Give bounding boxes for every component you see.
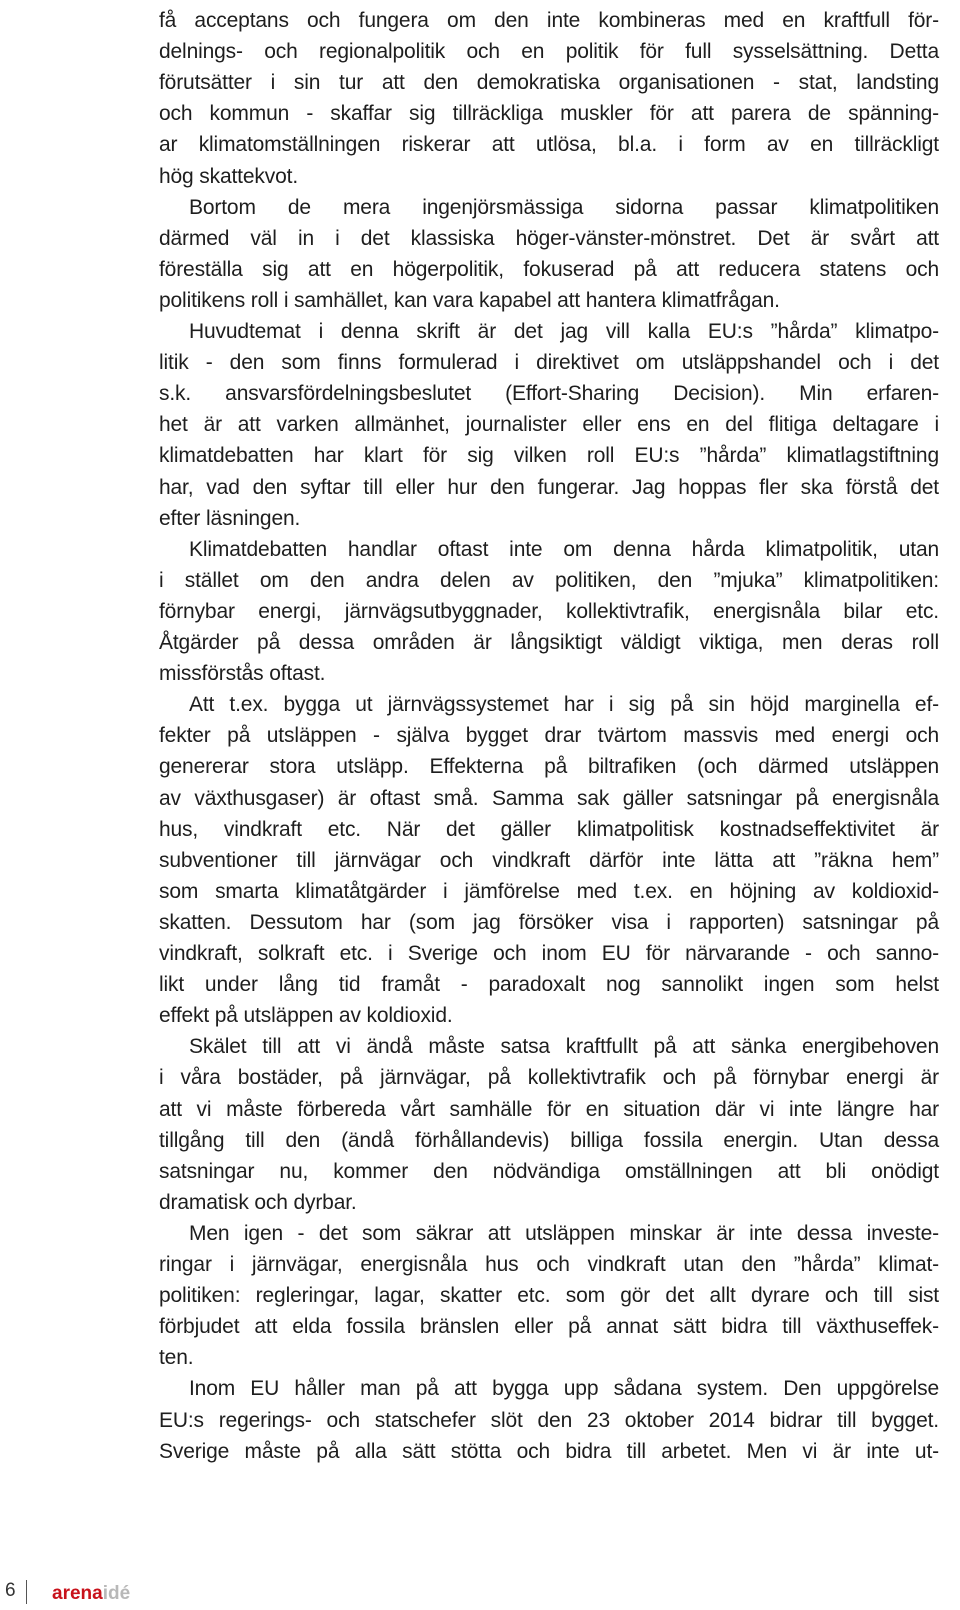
footer-divider (26, 1580, 27, 1604)
text-line: i våra bostäder, på järnvägar, på kollektivtrafik och på förnybar energi är (159, 1066, 939, 1090)
text-line: klimatdebatten har klart för sig vilken roll EU:s ”hårda” klimatlagstiftning (159, 444, 939, 468)
text-line: i stället om den andra delen av politiken, den ”mjuka” klimatpolitiken: (159, 568, 939, 592)
text-line: Åtgärder på dessa områden är långsiktigt väldigt viktiga, men deras roll (159, 631, 939, 654)
logo-text-arena: arena (52, 1583, 103, 1604)
text-line: litik - den som finns formulerad i direktivet om utsläppshandel och i det (159, 351, 939, 375)
text-line: Klimatdebatten handlar oftast inte om denna hårda klimatpolitik, utan (189, 537, 939, 561)
text-line: förbjudet att elda fossila bränslen eller på annat sätt bidra till växthuseffek- (159, 1315, 939, 1339)
text-line: missförstås oftast. (159, 662, 326, 686)
text-line: efter läsningen. (159, 506, 301, 530)
text-line: ten. (159, 1346, 194, 1370)
text-line: förutsätter i sin tur att den demokratiska organisationen - stat, landsting (159, 71, 939, 95)
text-line: ar klimatomställningen riskerar att utlösa, bl.a. i form av en tillräckligt (159, 133, 939, 157)
text-line: effekt på utsläppen av koldioxid. (159, 1004, 453, 1028)
text-line: tillgång till den (ändå förhållandevis) billiga fossila energin. Utan dessa (159, 1128, 939, 1152)
text-line: och kommun - skaffar sig tillräckliga muskler för att parera de spänning- (159, 102, 939, 126)
text-line: subventioner till järnvägar och vindkraft därför inte lätta att ”räkna hem” (159, 848, 939, 872)
text-line: Bortom de mera ingenjörsmässiga sidorna passar klimatpolitiken (189, 195, 939, 219)
arenaide-logo (52, 1580, 130, 1608)
text-line: ringar i järnvägar, energisnåla hus och vindkraft utan den ”hårda” klimat- (159, 1253, 939, 1276)
text-line: hus, vindkraft etc. När det gäller klimatpolitisk kostnadseffektivitet är (159, 817, 939, 841)
logo-text-ide: idé (102, 1583, 131, 1604)
text-line: Skälet till att vi ändå måste satsa kraftfullt på att sänka energibehoven (189, 1035, 939, 1059)
text-line: het är att varken allmänhet, journalister eller ens en del flitiga deltagare i (159, 413, 939, 437)
text-line: dramatisk och dyrbar. (159, 1190, 357, 1214)
text-line: har, vad den syftar till eller hur den fungerar. Jag hoppas fler ska förstå det (159, 475, 939, 499)
text-line: föreställa sig att en högerpolitik, fokuserad på att reducera statens och (159, 257, 939, 281)
text-line: Men igen - det som säkrar att utsläppen minskar är inte dessa investe- (189, 1221, 939, 1245)
text-line: förnybar energi, järnvägsutbyggnader, kollektivtrafik, energisnåla bilar etc. (159, 599, 939, 623)
text-line: EU:s regerings- och statschefer slöt den 23 oktober 2014 bidrar till bygget. (159, 1408, 939, 1432)
text-line: Huvudtemat i denna skrift är det jag vill kalla EU:s ”hårda” klimatpo- (189, 320, 939, 343)
text-line: skatten. Dessutom har (som jag försöker visa i rapporten) satsningar på (159, 910, 939, 934)
text-line: delnings- och regionalpolitik och en politik för full sysselsättning. Detta (159, 40, 939, 64)
text-line: Inom EU håller man på att bygga upp sådana system. Den uppgörelse (189, 1377, 939, 1401)
text-line: genererar stora utsläpp. Effekterna på biltrafiken (och därmed utsläppen (159, 755, 939, 779)
text-line: hög skattekvot. (159, 164, 298, 188)
text-line: s.k. ansvarsfördelningsbeslutet (Effort-Sharing Decision). Min erfaren- (159, 382, 939, 406)
page-footer (0, 1578, 960, 1610)
text-line: politikens roll i samhället, kan vara kapabel att hantera klimatfrågan. (159, 288, 780, 312)
text-line: av växthusgaser) är oftast små. Samma sak gäller satsningar på energisnåla (159, 786, 939, 810)
text-line: att vi måste förbereda vårt samhälle för en situation där vi inte längre har (159, 1097, 939, 1121)
text-line: politiken: regleringar, lagar, skatter etc. som gör det allt dyrare och till sist (159, 1284, 939, 1308)
text-line: likt under lång tid framåt - paradoxalt nog sannolikt ingen som helst (159, 973, 939, 997)
text-line: vindkraft, solkraft etc. i Sverige och inom EU för närvarande - och sanno- (159, 942, 939, 965)
text-line: satsningar nu, kommer den nödvändiga omställningen att bli onödigt (159, 1159, 939, 1183)
text-line: fekter på utsläppen - själva bygget drar tvärtom massvis med energi och (159, 724, 939, 748)
page-number: 6 (5, 1580, 16, 1601)
text-line: Att t.ex. bygga ut järnvägssystemet har i sig på sin höjd marginella ef- (189, 693, 939, 717)
text-line: Sverige måste på alla sätt stötta och bidra till arbetet. Men vi är inte ut- (159, 1439, 939, 1463)
text-line: få acceptans och fungera om den inte kombineras med en kraftfull för- (159, 9, 939, 32)
text-line: därmed väl in i det klassiska höger-vänster-mönstret. Det är svårt att (159, 226, 939, 250)
text-line: som smarta klimatåtgärder i jämförelse med t.ex. en höjning av koldioxid- (159, 879, 939, 903)
